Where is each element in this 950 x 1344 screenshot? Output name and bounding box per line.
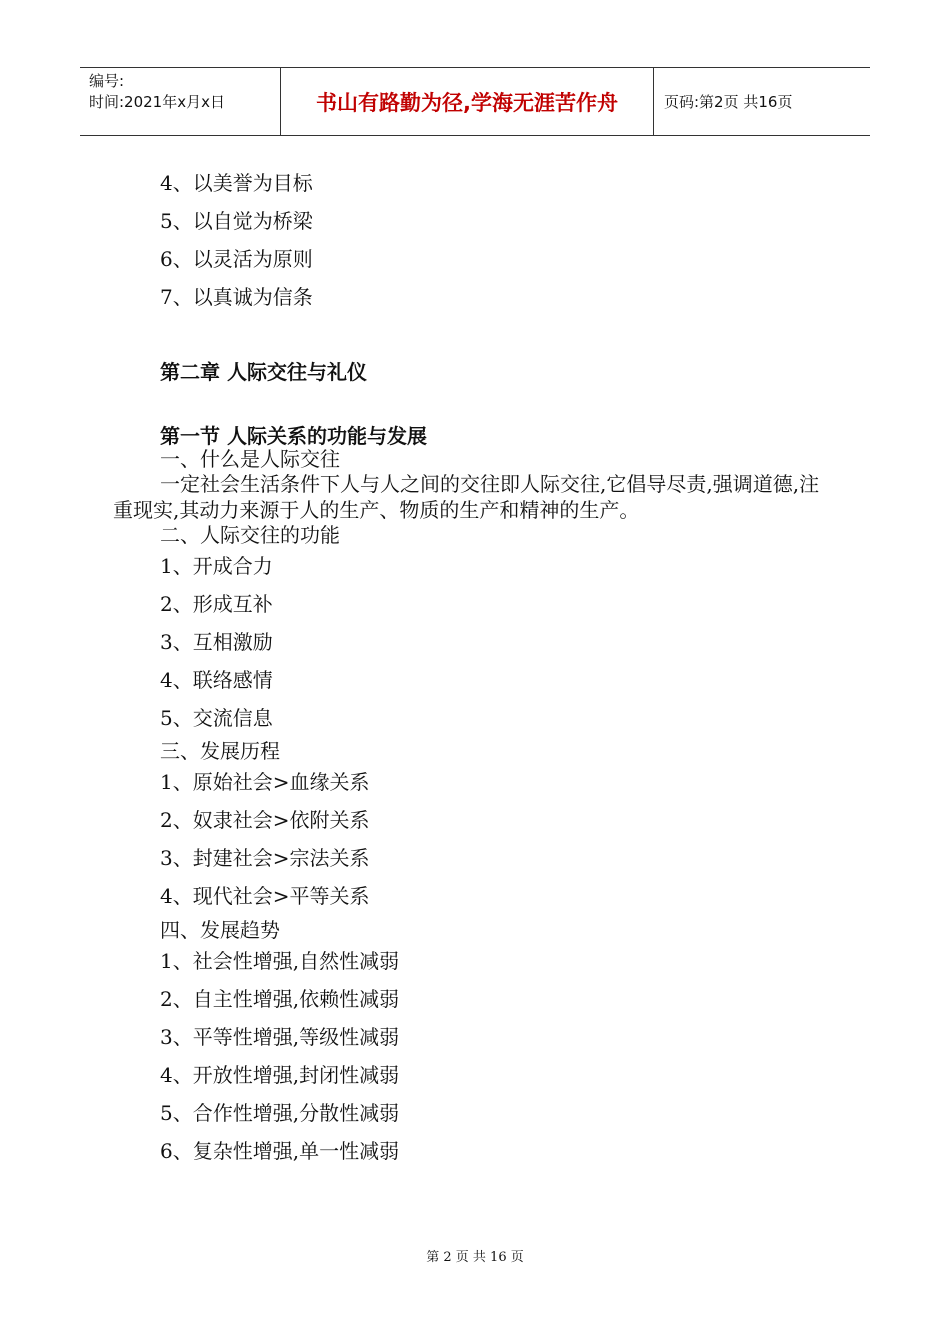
chapter-title: 第二章 人际交往与礼仪 xyxy=(160,360,367,384)
list-item: 1、开成合力 xyxy=(160,554,273,578)
subsection-title: 四、发展趋势 xyxy=(160,918,280,942)
list-item: 4、联络感情 xyxy=(160,668,273,692)
header-page-number: 页码:第2页 共16页 xyxy=(664,93,793,111)
document-number-label: 编号: xyxy=(89,72,125,90)
list-item: 4、以美誉为目标 xyxy=(160,171,313,195)
list-item: 2、奴隶社会>依附关系 xyxy=(160,808,370,832)
list-item: 3、封建社会>宗法关系 xyxy=(160,846,370,870)
subsection-title: 二、人际交往的功能 xyxy=(160,523,340,547)
list-item: 6、以灵活为原则 xyxy=(160,247,313,271)
paragraph: 一定社会生活条件下人与人之间的交往即人际交往,它倡导尽责,强调道德,注重现实,其动力来源于人的生产、物质的生产和精神的生产。 xyxy=(113,472,820,522)
subsection-title: 一、什么是人际交往 xyxy=(160,447,340,471)
list-item: 3、平等性增强,等级性减弱 xyxy=(160,1025,400,1049)
list-item: 4、现代社会>平等关系 xyxy=(160,884,370,908)
list-item: 5、合作性增强,分散性减弱 xyxy=(160,1101,400,1125)
list-item: 1、社会性增强,自然性减弱 xyxy=(160,949,400,973)
list-item: 5、交流信息 xyxy=(160,706,273,730)
list-item: 3、互相激励 xyxy=(160,630,273,654)
page-header xyxy=(80,67,870,136)
list-item: 4、开放性增强,封闭性减弱 xyxy=(160,1063,400,1087)
list-item: 2、形成互补 xyxy=(160,592,273,616)
list-item: 6、复杂性增强,单一性减弱 xyxy=(160,1139,400,1163)
page-footer: 第 2 页 共 16 页 xyxy=(426,1250,524,1265)
list-item: 1、原始社会>血缘关系 xyxy=(160,770,370,794)
header-meta xyxy=(80,68,281,135)
list-item: 2、自主性增强,依赖性减弱 xyxy=(160,987,400,1011)
list-item: 5、以自觉为桥梁 xyxy=(160,209,313,233)
header-motto: 书山有路勤为径,学海无涯苦作舟 xyxy=(281,68,654,135)
document-time-label: 时间:2021年x月x日 xyxy=(89,93,225,111)
list-item: 7、以真诚为信条 xyxy=(160,285,313,309)
subsection-title: 三、发展历程 xyxy=(160,739,280,763)
section-title: 第一节 人际关系的功能与发展 xyxy=(160,424,427,448)
